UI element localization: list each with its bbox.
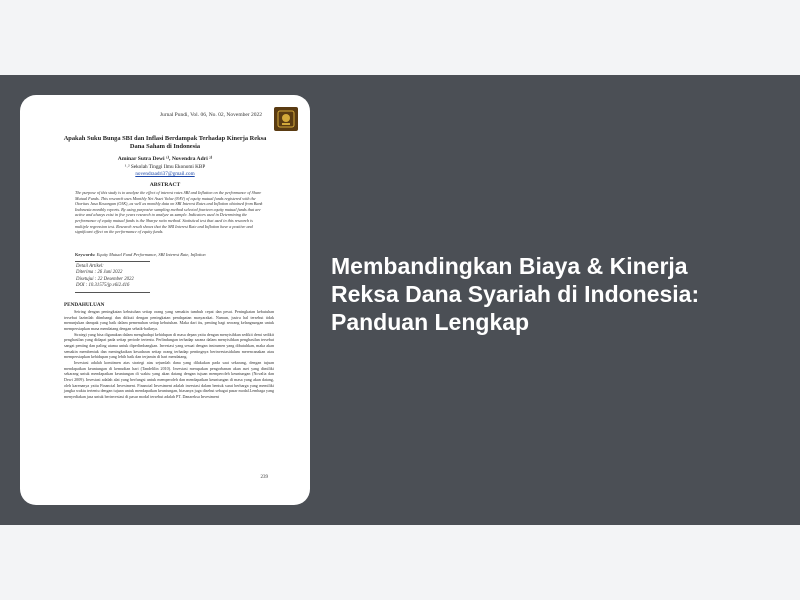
abstract-heading: ABSTRACT bbox=[149, 182, 181, 188]
history-line: Detail Artikel: bbox=[76, 264, 104, 269]
document-preview-card bbox=[20, 95, 310, 505]
journal-reference: Jurnal Pundi, Vol. 06, No. 02, November 2022 bbox=[159, 112, 262, 118]
body-paragraph: Strategi yang bisa digunakan dalam menghadapi kehidupan di masa depan yaitu dengan menyisihkan sedikit demi sedikit penghasilan yang didapat pada setiap periode tertentu. Perlindungan terhadap sarana dalam menyisihkan penghasilan tersebut sangat penting dan paling utama untuk diperlimbangkan. Investasi yang sesuai dengan instrumen yang dibutuhkan, maka akan semakin membentuk dan meningkatkan kesadaran setiap orang terhadap pentingnya berinvestasidalam merencanakan atau mempersiapkan kehidupan yang lebih baik dan terjamin di hari mendatang. bbox=[64, 331, 274, 360]
headline-line: Membandingkan Biaya & Kinerja bbox=[331, 253, 688, 279]
paper-authors: Aminar Sutra Dewi ¹⁾, Novendra Adri ²⁾ bbox=[117, 156, 213, 162]
history-divider-top bbox=[75, 261, 150, 262]
keywords-label: Keywords: bbox=[75, 252, 96, 257]
headline-line: Panduan Lengkap bbox=[331, 309, 530, 335]
journal-logo-icon bbox=[277, 110, 295, 128]
keywords-line bbox=[75, 252, 267, 258]
document-page bbox=[20, 95, 310, 505]
author-affiliation: ¹˒² Sekolah Tinggi Ilmu Ekonomi KBP bbox=[124, 164, 206, 170]
section-heading: PENDAHULUAN bbox=[64, 302, 105, 308]
history-line: DOI : 10.31575/jp.v6i2.416 bbox=[76, 283, 130, 289]
abstract-text: The purpose of this study is to analyze the effect of interest rates SBI and Inflation on the performance of Share Mutual Funds. This research uses Monthly Net Asset Value (NAV) of equity mutual funds registered with the Otoritas Jasa Keuangan (OJK), as well as monthly data on SBI Interest Rates and Inflation obtained from Bank Indonesia monthly reports. By using purposive sampling method selected fourteen equity mutual funds that are active and always exist in five years research to analyze as sample. Indicators used in Determining the performance of equity mutual funds is the Sharpe ratio method. Statistical test that used in this research is multiple regression test. Research result shows that the SBI Interest Rate and Inflation have a positive and significant effect on the performance of equity funds. bbox=[75, 190, 263, 235]
author-email: novendraadri37@gmail.com bbox=[135, 171, 195, 177]
article-history bbox=[76, 264, 196, 290]
body-paragraph: Investasi adalah komitmen atas strategi atas sejumlah dana yang dilakukan pada saat sekarang, dengan tujuan mendapatkan keuntungan di kemudian hari (Tandelilin 2010). Investasi merupakan pengorbanan akan aset yang dimiliki sekarang untuk mendapatkan keuntungan di waktu yang akan datang dengan tujuan memperoleh keuntungan (Novalia dan Dewi 2009). Investasi adalah alat yang berfungsi untuk memperoleh dan mendapatkan keuntungan di masa yang akan datang, oleh karenanya yaitu Financial Investment. Financial Investment adalah investasi dalam bentuk surat berharga yang memiliki jangka waktu tertentu dengan tujuan untuk mendapatkan keuntungan, biasanya juga disebut sebagai pasar modal.Lembaga yang menyediakan jasa untuk berinvestasi di pasar modal tersebut adalah PT. Danareksa Investment bbox=[64, 359, 274, 399]
journal-logo bbox=[274, 107, 298, 131]
page-number: 239 bbox=[260, 475, 268, 480]
article-headline bbox=[331, 252, 751, 336]
history-line: Diterima : 26 Juni 2022 bbox=[76, 270, 123, 276]
paper-title: Apakah Suku Bunga SBI dan Inflasi Berdampak Terhadap Kinerja Reksa Dana Saham di Indonesia bbox=[63, 135, 267, 150]
headline-line: Reksa Dana Syariah di Indonesia: bbox=[331, 281, 700, 307]
body-paragraph: Seiring dengan peningkatan kebutuhan setiap orang yang semakin tumbuh cepat dan pesat. Peningkatan kebutuhan tersebut lazimlah diimbangi dan diikuti dengan peningkatan pendapatan masyarakat. Namun, justru hal tersebut tidak menunjukan dampak yang baik dalam pemenuhan setiap kebutuhan. Maka dari itu, penting bagi seorang kelangsungan untuk mempersiapkan masa mendatang dengan sebaik-baiknya. bbox=[64, 309, 274, 331]
keywords-text: Equity Mutual Fund Performance, SBI Interest Rate, Inflation bbox=[96, 252, 206, 257]
history-line: Disetujui : 22 Desember 2022 bbox=[76, 276, 134, 282]
history-divider-bottom bbox=[75, 292, 150, 293]
body-text bbox=[64, 309, 274, 400]
